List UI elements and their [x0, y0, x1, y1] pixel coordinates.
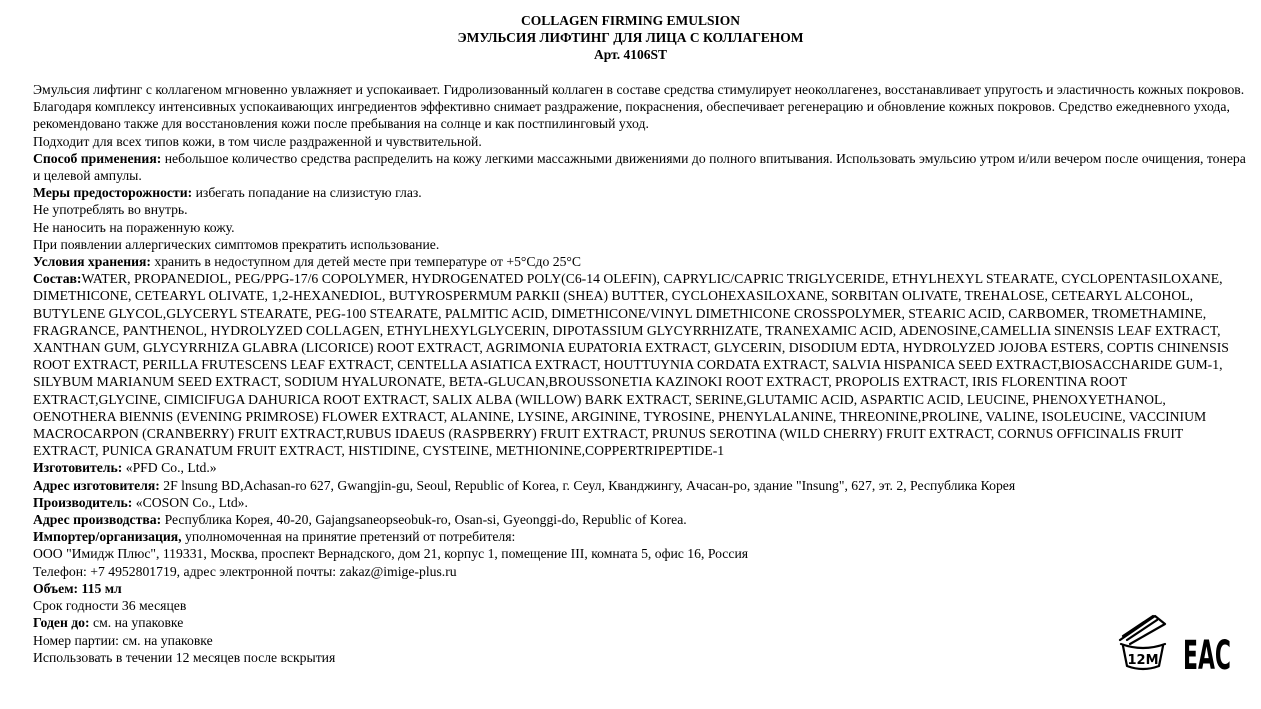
- storage-section: [33, 253, 1248, 270]
- manufacturer-label: Изготовитель:: [33, 460, 123, 476]
- best-before-line: [33, 614, 1248, 631]
- importer-contacts: Телефон: +7 4952801719, адрес электронной почты: zakaz@imige-plus.ru: [33, 563, 457, 579]
- best-before-text: см. на упаковке: [89, 615, 184, 631]
- title-english: COLLAGEN FIRMING EMULSION: [520, 13, 741, 28]
- precaution-line: При появлении аллергических симптомов прекратить использование.: [33, 236, 440, 252]
- title-russian: ЭМУЛЬСИЯ ЛИФТИНГ ДЛЯ ЛИЦА С КОЛЛАГЕНОМ: [457, 30, 804, 45]
- importer-address: ООО "Имидж Плюс", 119331, Москва, проспект Вернадского, дом 21, корпус 1, помещение III, комната 5, офис 16, Россия: [33, 546, 749, 562]
- after-opening-line: Использовать в течении 12 месяцев после вскрытия: [33, 649, 336, 665]
- precautions-label: Меры предосторожности:: [33, 185, 193, 201]
- precautions-text: избегать попадание на слизистую глаз.: [192, 185, 422, 201]
- storage-label: Условия хранения:: [33, 254, 151, 270]
- precaution-line: Не наносить на пораженную кожу.: [33, 219, 235, 235]
- document-body: [33, 81, 1248, 666]
- composition-section: [33, 270, 1248, 459]
- usage-section: [33, 150, 1248, 184]
- manufacturer-address: [33, 477, 1248, 494]
- producer-text: «COSON Co., Ltd».: [132, 494, 248, 510]
- composition-text: WATER, PROPANEDIOL, PEG/PPG-17/6 COPOLYMER, HYDROGENATED POLY(C6-14 OLEFIN), CAPRYLIC/CAPRIC TRIGLYCERIDE, ETHYLHEXYL STEARATE, CYCLOPENTASILOXANE, DIMETHICONE, CETEARYL OLIVATE, 1,2-HEXANEDIOL, BUTYROSPERMUM PARKII (SHEA) BUTTER, CYCLOHEXASILOXANE, SORBITAN OLIVATE, TREHALOSE, CETEARYL ALCOHOL, BUTYLENE GLYCOL,GLYCERYL STEARATE, PEG-100 STEARATE, PALMITIC ACID, DIMETHICONE/VINYL DIMETHICONE CROSSPOLYMER, STEARIC ACID, CARBOMER, TROMETHAMINE, FRAGRANCE, PANTHENOL, HYDROLYZED COLLAGEN, ETHYLHEXYLGLYCERIN, DIPOTASSIUM GLYCYRRHIZATE, TRANEXAMIC ACID, ADENOSINE,CAMELLIA SINENSIS LEAF EXTRACT, XANTHAN GUM, GLYCYRRHIZA GLABRA (LICORICE) ROOT EXTRACT, AGRIMONIA EUPATORIA EXTRACT, GLYCERIN, DISODIUM EDTA, HYDROLYZED JOJOBA ESTERS, COPTIS CHINENSIS ROOT EXTRACT, PERILLA FRUTESCENS LEAF EXTRACT, CENTELLA ASIATICA EXTRACT, HOUTTUYNIA CORDATA EXTRACT, SALVIA HISPANICA SEED EXTRACT,BIOSACCHARIDE GUM-1, SILYBUM MARIANUM SEED EXTRACT, SODIUM HYALURONATE, BETA-GLUCAN,BROUSSONETIA KAZINOKI ROOT EXTRACT, PROPOLIS EXTRACT, IRIS FLORENTINA ROOT EXTRACT,GLYCINE, CIMICIFUGA DAHURICA ROOT EXTRACT, SALIX ALBA (WILLOW) BARK EXTRACT, SERINE,GLUTAMIC ACID, ASPARTIC ACID, LEUCINE, PHENOXYETHANOL, OENOTHERA BIENNIS (EVENING PRIMROSE) FLOWER EXTRACT, ALANINE, LYSINE, ARGININE, TYROSINE, PHENYLALANINE, THREONINE,PROLINE, VALINE, ISOLEUCINE, VACCINIUM MACROCARPON (CRANBERRY) FRUIT EXTRACT,RUBUS IDAEUS (RASPBERRY) FRUIT EXTRACT, PRUNUS SEROTINA (WILD CHERRY) FRUIT EXTRACT, CORNUS OFFICINALIS FRUIT EXTRACT, PUNICA GRANATUM FRUIT EXTRACT, HISTIDINE, CYSTEINE, METHIONINE,COPPERTRIPEPTIDE-1: [33, 271, 1229, 459]
- manufacturer-address-label: Адрес изготовителя:: [33, 477, 160, 493]
- producer-label: Производитель:: [33, 494, 133, 510]
- producer-section: [33, 494, 1248, 511]
- producer-address: [33, 511, 1248, 528]
- manufacturer-address-text: 2F lnsung BD,Achasan-ro 627, Gwangjin-gu, Seoul, Republic of Korea, г. Сеул, Кванджингу, Ачасан-ро, здание "Insung", 627, эт. 2, Республика Корея: [159, 477, 1016, 493]
- precaution-line: Не употреблять во внутрь.: [33, 202, 188, 218]
- producer-address-label: Адрес производства:: [33, 512, 162, 528]
- importer-section: [33, 528, 1248, 545]
- certification-marks: [1115, 612, 1235, 674]
- batch-line: Номер партии: см. на упаковке: [33, 632, 213, 648]
- producer-address-text: Республика Корея, 40-20, Gajangsaneopseobuk-ro, Osan-si, Gyeonggi-do, Republic of Korea.: [161, 512, 687, 528]
- marks-graphic: [1115, 612, 1235, 674]
- description-paragraph: Эмульсия лифтинг с коллагеном мгновенно увлажняет и успокаивает. Гидролизованный коллаген в составе средства стимулирует неоколлагенез, восстанавливает упругость и эластичность кожных покровов. Благодаря комплексу интенсивных успокаивающих ингредиентов эффективно снимает раздражение, покраснения, обеспечивает регенерацию и обновление кожных покровов. Средство ежедневного ухода, рекомендовано также для восстановления кожи после пребывания на солнце и как постпилинговый уход.: [33, 82, 1245, 132]
- usage-label: Способ применения:: [33, 150, 162, 166]
- manufacturer-text: «PFD Co., Ltd.»: [122, 460, 217, 476]
- volume-label: Объем: 115 мл: [33, 580, 122, 596]
- pao-label: 12M: [1127, 653, 1159, 668]
- best-before-label: Годен до:: [33, 615, 90, 631]
- eac-mark: EAC: [1183, 633, 1231, 674]
- document-header: [0, 12, 1261, 63]
- shelf-life-line: Срок годности 36 месяцев: [33, 598, 187, 614]
- precautions-section: [33, 184, 1248, 201]
- article-number: Арт. 4106ST: [594, 47, 667, 62]
- suitability-line: Подходит для всех типов кожи, в том числе раздраженной и чувствительной.: [33, 133, 482, 149]
- importer-label: Импортер/организация,: [33, 529, 182, 545]
- volume-line: [33, 580, 1248, 597]
- usage-text: небольшое количество средства распределить на кожу легкими массажными движениями до полного впитывания. Использовать эмульсию утром и/или вечером после очищения, тонера и целевой ампулы.: [33, 150, 1246, 184]
- composition-label: Состав:: [33, 271, 82, 287]
- manufacturer-section: [33, 459, 1248, 476]
- importer-text: уполномоченная на принятие претензий от потребителя:: [181, 529, 516, 545]
- storage-text: хранить в недоступном для детей месте при температуре от +5°Сдо 25°С: [150, 254, 582, 270]
